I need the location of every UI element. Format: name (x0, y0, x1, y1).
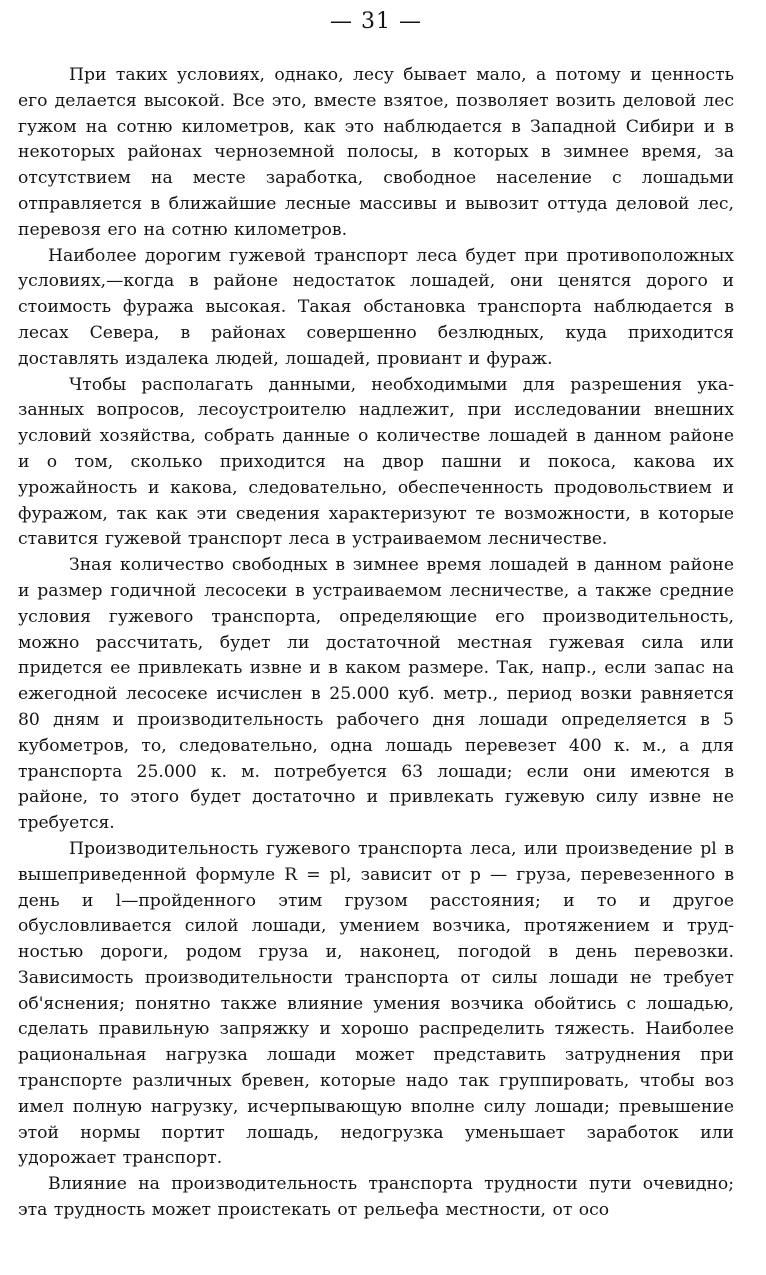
paragraph-4: Зная количество свободных в зимнее время лошадей в данном районе и размер годичной лесосеки в устраиваемом лесничестве, а также средние условия гужевого транспорта, определяющие его производительность, можно рассчитать, будет ли достаточной местная гужевая сила или придется ее привлекать извне и в каком размере. Так, напр., если запас на ежегодной лесосеке исчислен в 25.000 куб. метр., период возки равняется 80 дням и производительность рабочего дня лошади определяется в 5 кубометров, то, следовательно, одна лошадь перевезет 400 к. м., а для транспорта 25.000 к. м. потребуется 63 лошади; если они имеются в районе, то этого будет достаточно и привлекать гужевую силу извне не требуется. (18, 555, 734, 834)
paragraph-6: Влияние на производительность транспорта трудности пути очевидно; эта трудность может проистекать от рельефа местности, от осо (18, 1174, 734, 1221)
paragraph-3: Чтобы располагать данными, необходимыми для разрешения указанных вопросов, лесоустроителю надлежит, при исследовании внешних условий хозяйства, собрать данные о количестве лошадей в данном районе и о том, сколько приходится на двор пашни и покоса, какова их урожайность и какова, следовательно, обеспеченность продовольствием и фуражом, так как эти сведения характеризуют те возможности, в которые ставится гужевой транспорт леса в устраиваемом лесничестве. (18, 374, 734, 550)
paragraph-1: При таких условиях, однако, лесу бывает мало, а потому и ценность его делается высокой. Все это, вместе взятое, позволяет возить деловой лес гужом на сотню километров, как это наблюдается в Западной Сибири и в некоторых районах черноземной полосы, в которых в зимнее время, за отсутствием на месте заработка, свободное население с лошадьми отправляется в ближайшие лесные массивы и вывозит оттуда деловой лес, перевозя его на сотню километров. (18, 65, 734, 240)
paragraph-2: Наиболее дорогим гужевой транспорт леса будет при противоположных условиях,—когда в районе недостаток лошадей, они ценятся дорого и стоимость фуража высокая. Такая обстановка транспорта наблюдается в лесах Севера, в районах совершенно безлюдных, куда приходится доставлять издалека людей, лошадей, провиант и фураж. (18, 245, 734, 369)
paragraph-5: Производительность гужевого транспорта леса, или произведение pl в вышеприведенной формуле R = pl, зависит от p — груза, перевезенного в день и l—пройденного этим грузом расстояния; и то и другое обусловливается силой лошади, умением возчика, протяжением и трудностью дороги, родом груза и, наконец, погодой в день перевозки. Зависимость производительности транспорта от силы лошади не требует об'яснения; понятно также влияние умения возчика обойтись с лошадью, сделать правильную запряжку и хорошо распределить тяжесть. Наиболее рациональная нагрузка лошади может представить затруднения при транспорте различных бревен, которые надо так группировать, чтобы воз имел полную нагрузку, исчерпывающую вполне силу лошади; превышение этой нормы портит лошадь, недогрузка уменьшает заработок или удорожает транспорт. (18, 838, 734, 1169)
page-number: — 31 — (330, 9, 422, 34)
book-page (18, 8, 734, 1224)
